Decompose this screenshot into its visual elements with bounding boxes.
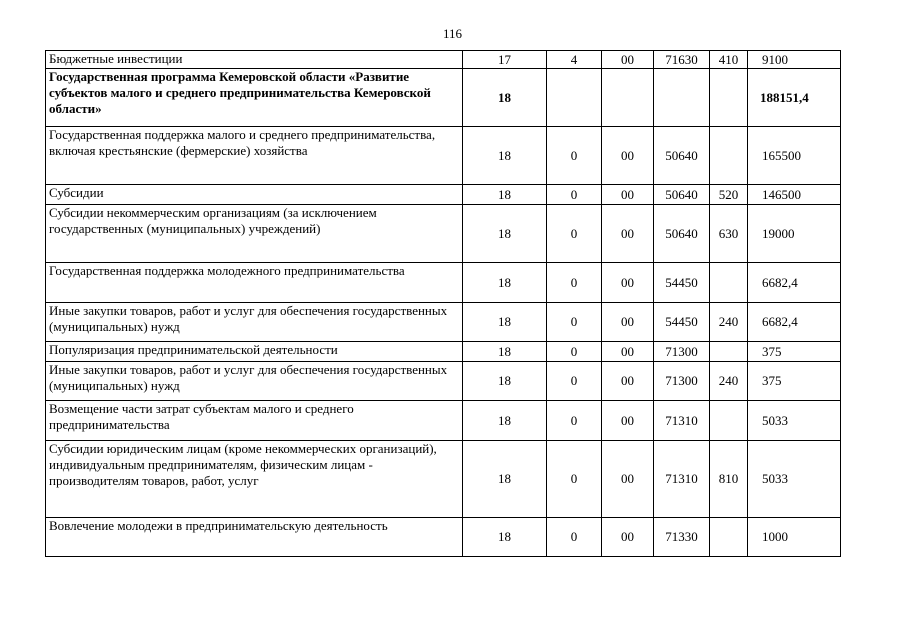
expense-type-cell: 410: [710, 51, 748, 69]
item-name-cell: Государственная программа Кемеровской области «Развитие субъектов малого и среднего предпринимательства Кемеровской области»: [46, 69, 463, 127]
expense-type-cell: [710, 69, 748, 127]
amount-cell: 5033: [748, 401, 841, 441]
direction-code-cell: 00: [602, 441, 654, 518]
program-code-cell: 18: [463, 303, 547, 342]
amount-cell: 188151,4: [748, 69, 841, 127]
item-name-cell: Иные закупки товаров, работ и услуг для обеспечения государственных (муниципальных) нужд: [46, 362, 463, 401]
expense-type-cell: [710, 401, 748, 441]
subprogram-code-cell: 0: [547, 303, 602, 342]
expense-type-cell: [710, 263, 748, 303]
expense-type-cell: 630: [710, 205, 748, 263]
expense-code-cell: 50640: [654, 185, 710, 205]
expense-code-cell: 71300: [654, 362, 710, 401]
item-name-cell: Иные закупки товаров, работ и услуг для обеспечения государственных (муниципальных) нужд: [46, 303, 463, 342]
table-row: [46, 205, 841, 263]
direction-code-cell: 00: [602, 185, 654, 205]
subprogram-code-cell: 0: [547, 205, 602, 263]
table-row: [46, 342, 841, 362]
amount-cell: 5033: [748, 441, 841, 518]
program-code-cell: 18: [463, 205, 547, 263]
program-code-cell: 18: [463, 69, 547, 127]
subprogram-code-cell: 0: [547, 342, 602, 362]
amount-cell: 1000: [748, 518, 841, 557]
table-row: [46, 518, 841, 557]
expense-code-cell: 54450: [654, 303, 710, 342]
subprogram-code-cell: 0: [547, 185, 602, 205]
amount-cell: 19000: [748, 205, 841, 263]
expense-code-cell: [654, 69, 710, 127]
subprogram-code-cell: 0: [547, 401, 602, 441]
program-code-cell: 18: [463, 518, 547, 557]
direction-code-cell: 00: [602, 401, 654, 441]
direction-code-cell: 00: [602, 205, 654, 263]
expense-code-cell: 71310: [654, 401, 710, 441]
budget-table-body: [46, 51, 841, 557]
program-code-cell: 18: [463, 342, 547, 362]
item-name-cell: Государственная поддержка молодежного предпринимательства: [46, 263, 463, 303]
table-row: [46, 401, 841, 441]
expense-code-cell: 50640: [654, 205, 710, 263]
direction-code-cell: 00: [602, 342, 654, 362]
expense-code-cell: 50640: [654, 127, 710, 185]
table-row: [46, 185, 841, 205]
expense-type-cell: [710, 342, 748, 362]
table-row: [46, 51, 841, 69]
direction-code-cell: 00: [602, 51, 654, 69]
subprogram-code-cell: [547, 69, 602, 127]
amount-cell: 375: [748, 342, 841, 362]
program-code-cell: 17: [463, 51, 547, 69]
program-code-cell: 18: [463, 362, 547, 401]
item-name-cell: Вовлечение молодежи в предпринимательскую деятельность: [46, 518, 463, 557]
amount-cell: 165500: [748, 127, 841, 185]
program-code-cell: 18: [463, 401, 547, 441]
table-row: [46, 69, 841, 127]
program-code-cell: 18: [463, 185, 547, 205]
expense-type-cell: 810: [710, 441, 748, 518]
table-row: [46, 362, 841, 401]
amount-cell: 9100: [748, 51, 841, 69]
expense-code-cell: 71330: [654, 518, 710, 557]
expense-code-cell: 71310: [654, 441, 710, 518]
expense-type-cell: [710, 127, 748, 185]
expense-type-cell: 520: [710, 185, 748, 205]
subprogram-code-cell: 0: [547, 441, 602, 518]
amount-cell: 6682,4: [748, 263, 841, 303]
amount-cell: 375: [748, 362, 841, 401]
direction-code-cell: [602, 69, 654, 127]
amount-cell: 146500: [748, 185, 841, 205]
expense-code-cell: 71300: [654, 342, 710, 362]
item-name-cell: Бюджетные инвестиции: [46, 51, 463, 69]
item-name-cell: Государственная поддержка малого и среднего предпринимательства, включая крестьянские (фермерские) хозяйства: [46, 127, 463, 185]
direction-code-cell: 00: [602, 362, 654, 401]
item-name-cell: Возмещение части затрат субъектам малого и среднего предпринимательства: [46, 401, 463, 441]
item-name-cell: Субсидии: [46, 185, 463, 205]
item-name-cell: Субсидии некоммерческим организациям (за исключением государственных (муниципальных) учреждений): [46, 205, 463, 263]
budget-table: [45, 50, 841, 557]
subprogram-code-cell: 0: [547, 263, 602, 303]
expense-type-cell: 240: [710, 362, 748, 401]
subprogram-code-cell: 0: [547, 127, 602, 185]
expense-code-cell: 71630: [654, 51, 710, 69]
table-row: [46, 303, 841, 342]
program-code-cell: 18: [463, 441, 547, 518]
item-name-cell: Популяризация предпринимательской деятельности: [46, 342, 463, 362]
table-row: [46, 127, 841, 185]
program-code-cell: 18: [463, 263, 547, 303]
subprogram-code-cell: 0: [547, 518, 602, 557]
table-row: [46, 263, 841, 303]
expense-type-cell: [710, 518, 748, 557]
subprogram-code-cell: 4: [547, 51, 602, 69]
item-name-cell: Субсидии юридическим лицам (кроме некоммерческих организаций), индивидуальным предпринимателям, физическим лицам - производителям товаров, работ, услуг: [46, 441, 463, 518]
direction-code-cell: 00: [602, 518, 654, 557]
subprogram-code-cell: 0: [547, 362, 602, 401]
table-row: [46, 441, 841, 518]
direction-code-cell: 00: [602, 263, 654, 303]
direction-code-cell: 00: [602, 127, 654, 185]
program-code-cell: 18: [463, 127, 547, 185]
amount-cell: 6682,4: [748, 303, 841, 342]
expense-type-cell: 240: [710, 303, 748, 342]
direction-code-cell: 00: [602, 303, 654, 342]
expense-code-cell: 54450: [654, 263, 710, 303]
page-number: 116: [442, 26, 463, 41]
